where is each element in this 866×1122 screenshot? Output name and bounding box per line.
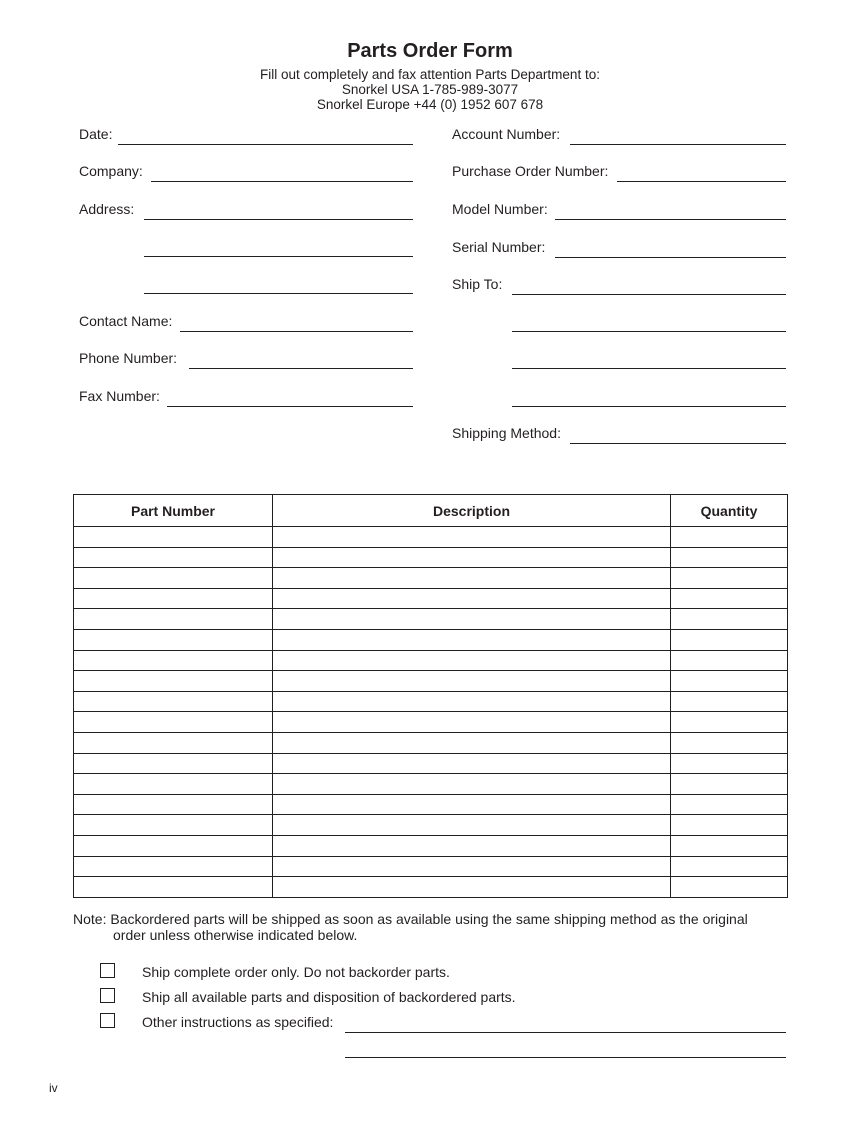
date-label: Date: (79, 126, 113, 142)
part-number-cell[interactable] (74, 774, 273, 795)
part-number-cell[interactable] (74, 671, 273, 692)
model-number-label: Model Number: (452, 201, 548, 217)
quantity-cell[interactable] (671, 877, 788, 898)
part-number-cell[interactable] (74, 835, 273, 856)
ship-to-field-line-1[interactable] (512, 280, 786, 295)
shipping-method-label: Shipping Method: (452, 425, 561, 441)
serial-number-field[interactable] (555, 243, 786, 258)
form-title: Parts Order Form (347, 40, 513, 62)
table-row (74, 671, 788, 692)
description-cell[interactable] (273, 527, 671, 548)
table-row (74, 629, 788, 650)
part-number-cell[interactable] (74, 650, 273, 671)
table-row (74, 609, 788, 630)
address-label: Address: (79, 201, 135, 217)
fax-number-label: Fax Number: (79, 388, 160, 404)
quantity-cell[interactable] (671, 629, 788, 650)
model-number-field[interactable] (555, 205, 786, 220)
address-field-line-3[interactable] (144, 279, 413, 294)
other-instructions-label: Other instructions as specified: (142, 1014, 334, 1030)
description-cell[interactable] (273, 732, 671, 753)
company-field[interactable] (151, 167, 413, 182)
quantity-cell[interactable] (671, 671, 788, 692)
contact-usa: Snorkel USA 1-785-989-3077 (341, 82, 519, 97)
description-cell[interactable] (273, 588, 671, 609)
ship-to-field-line-3[interactable] (512, 354, 786, 369)
quantity-cell[interactable] (671, 527, 788, 548)
part-number-cell[interactable] (74, 712, 273, 733)
quantity-cell[interactable] (671, 774, 788, 795)
page-number: iv (49, 1081, 58, 1095)
contact-name-label: Contact Name: (79, 313, 173, 329)
other-instructions-field-line-1[interactable] (345, 1018, 786, 1033)
table-row (74, 856, 788, 877)
backorder-note-continued: order unless otherwise indicated below. (113, 927, 358, 943)
description-cell[interactable] (273, 712, 671, 733)
ship-available-checkbox[interactable] (100, 988, 115, 1003)
table-row (74, 568, 788, 589)
backorder-note: Note: Backordered parts will be shipped as soon as available using the same shipping method as the original (73, 911, 748, 927)
part-number-cell[interactable] (74, 732, 273, 753)
part-number-cell[interactable] (74, 568, 273, 589)
quantity-cell[interactable] (671, 835, 788, 856)
quantity-cell[interactable] (671, 691, 788, 712)
quantity-cell[interactable] (671, 547, 788, 568)
other-instructions-checkbox[interactable] (100, 1013, 115, 1028)
part-number-cell[interactable] (74, 629, 273, 650)
description-cell[interactable] (273, 835, 671, 856)
table-row (74, 588, 788, 609)
column-header-description: Description (273, 495, 671, 527)
shipping-method-field[interactable] (570, 429, 786, 444)
ship-complete-label: Ship complete order only. Do not backorder parts. (142, 964, 450, 980)
part-number-cell[interactable] (74, 527, 273, 548)
description-cell[interactable] (273, 774, 671, 795)
quantity-cell[interactable] (671, 568, 788, 589)
table-row (74, 774, 788, 795)
column-header-quantity: Quantity (671, 495, 788, 527)
ship-complete-checkbox[interactable] (100, 963, 115, 978)
description-cell[interactable] (273, 815, 671, 836)
table-row (74, 794, 788, 815)
part-number-cell[interactable] (74, 691, 273, 712)
description-cell[interactable] (273, 547, 671, 568)
column-header-part-number: Part Number (74, 495, 273, 527)
description-cell[interactable] (273, 629, 671, 650)
fax-instruction: Fill out completely and fax attention Parts Department to: (260, 67, 600, 82)
table-row (74, 753, 788, 774)
part-number-cell[interactable] (74, 547, 273, 568)
quantity-cell[interactable] (671, 856, 788, 877)
table-header-row (74, 495, 788, 527)
table-row (74, 650, 788, 671)
ship-to-label: Ship To: (452, 276, 503, 292)
part-number-cell[interactable] (74, 815, 273, 836)
description-cell[interactable] (273, 650, 671, 671)
phone-number-label: Phone Number: (79, 350, 178, 366)
description-cell[interactable] (273, 856, 671, 877)
description-cell[interactable] (273, 671, 671, 692)
description-cell[interactable] (273, 794, 671, 815)
account-number-field[interactable] (570, 130, 786, 145)
table-row (74, 732, 788, 753)
quantity-cell[interactable] (671, 753, 788, 774)
description-cell[interactable] (273, 753, 671, 774)
company-label: Company: (79, 163, 143, 179)
table-row (74, 527, 788, 548)
address-field-line-1[interactable] (144, 205, 413, 220)
quantity-cell[interactable] (671, 609, 788, 630)
ship-to-field-line-4[interactable] (512, 392, 786, 407)
quantity-cell[interactable] (671, 815, 788, 836)
part-number-cell[interactable] (74, 609, 273, 630)
description-cell[interactable] (273, 877, 671, 898)
contact-name-field[interactable] (180, 317, 413, 332)
description-cell[interactable] (273, 691, 671, 712)
part-number-cell[interactable] (74, 856, 273, 877)
description-cell[interactable] (273, 568, 671, 589)
ship-to-field-line-2[interactable] (512, 317, 786, 332)
quantity-cell[interactable] (671, 712, 788, 733)
quantity-cell[interactable] (671, 650, 788, 671)
parts-table (73, 494, 788, 898)
table-row (74, 877, 788, 898)
part-number-cell[interactable] (74, 794, 273, 815)
fax-number-field[interactable] (167, 392, 413, 407)
description-cell[interactable] (273, 609, 671, 630)
date-field[interactable] (118, 130, 413, 145)
quantity-cell[interactable] (671, 588, 788, 609)
part-number-cell[interactable] (74, 588, 273, 609)
table-row (74, 712, 788, 733)
table-row (74, 815, 788, 836)
quantity-cell[interactable] (671, 732, 788, 753)
part-number-cell[interactable] (74, 877, 273, 898)
table-row (74, 835, 788, 856)
quantity-cell[interactable] (671, 794, 788, 815)
ship-available-label: Ship all available parts and disposition of backordered parts. (142, 989, 516, 1005)
serial-number-label: Serial Number: (452, 239, 546, 255)
contact-europe: Snorkel Europe +44 (0) 1952 607 678 (316, 97, 544, 112)
purchase-order-number-label: Purchase Order Number: (452, 163, 609, 179)
table-row (74, 691, 788, 712)
phone-number-field[interactable] (189, 354, 413, 369)
account-number-label: Account Number: (452, 126, 561, 142)
table-row (74, 547, 788, 568)
purchase-order-number-field[interactable] (617, 167, 786, 182)
part-number-cell[interactable] (74, 753, 273, 774)
address-field-line-2[interactable] (144, 242, 413, 257)
other-instructions-field-line-2[interactable] (345, 1043, 786, 1058)
